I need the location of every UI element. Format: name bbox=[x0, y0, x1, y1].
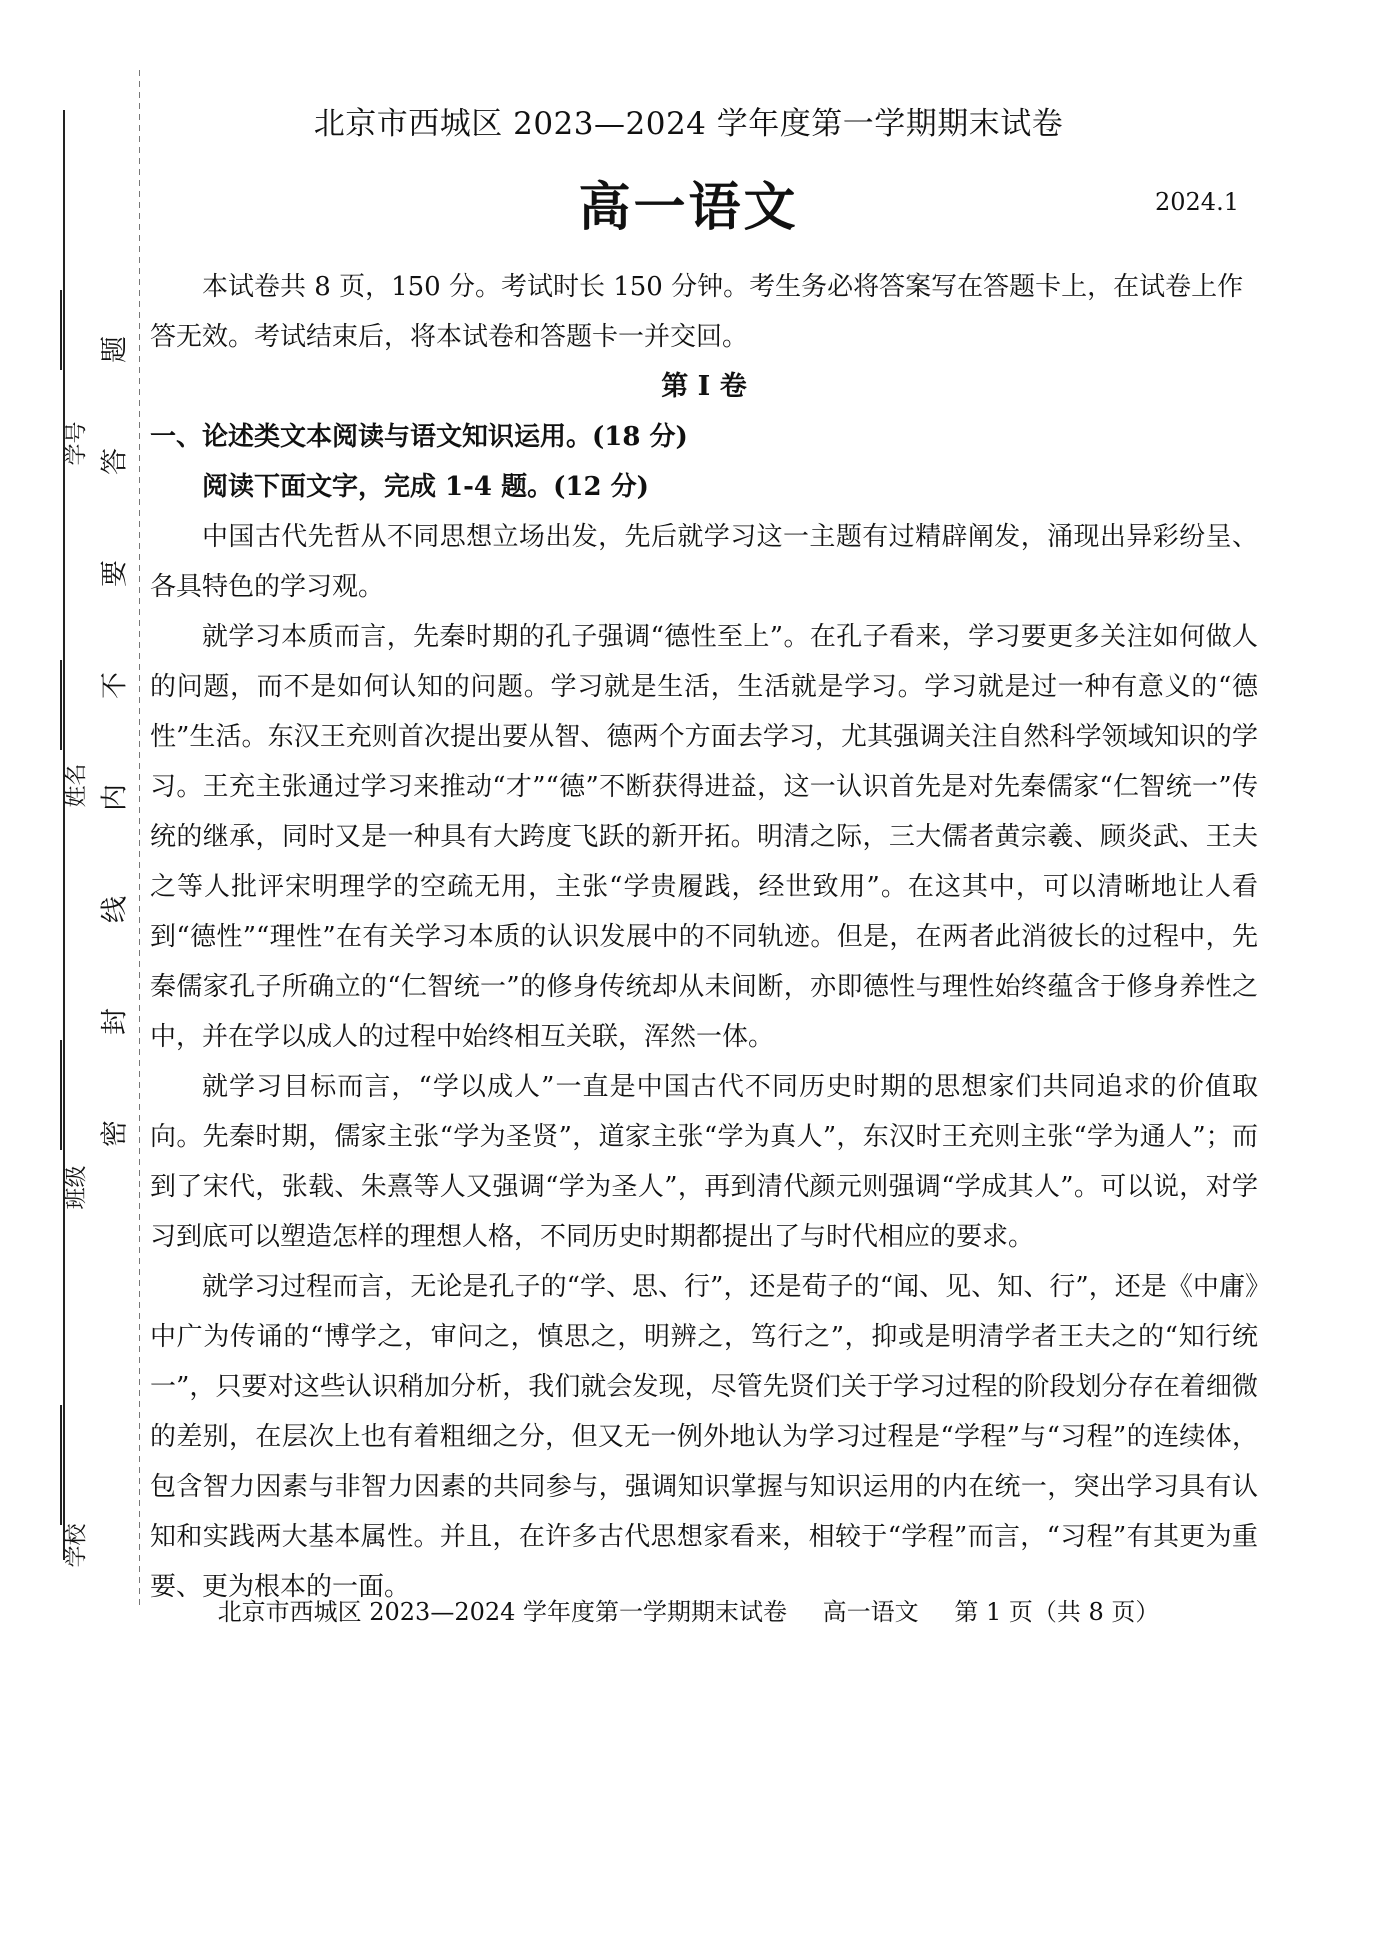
seal-dashed-line bbox=[139, 70, 140, 1610]
exam-title: 北京市西城区 2023—2024 学年度第一学期期末试卷 bbox=[313, 106, 1064, 142]
page-footer bbox=[0, 1592, 1377, 1627]
task-instruction: 阅读下面文字，完成 1-4 题。(12 分) bbox=[202, 472, 649, 502]
instructions: 本试卷共 8 页，150 分。考试时长 150 分钟。考生务必将答案写在答题卡上，在试卷上作答无效。考试结束后，将本试卷和答题卡一并交回。 bbox=[150, 272, 1244, 352]
seal-char: 题 bbox=[99, 336, 131, 363]
passage-paragraph: 就学习过程而言，无论是孔子的“学、思、行”，还是荀子的“闻、见、知、行”，还是《中庸》中广为传诵的“博学之，审问之，慎思之，明辨之，笃行之”，抑或是明清学者王夫之的“知行统一”，只要对这些认识稍加分析，我们就会发现，尽管先贤们关于学习过程的阶段划分存在着细微的差别，在层次上也有着粗细之分，但又无一例外地认为学习过程是“学程”与“习程”的连续体，包含智力因素与非智力因素的共同参与，强调知识掌握与知识运用的内在统一，突出学习具有认知和实践两大基本属性。并且，在许多古代思想家看来，相较于“学程”而言，“习程”有其更为重要、更为根本的一面。 bbox=[150, 1272, 1258, 1602]
subject-title: 高一语文 bbox=[578, 177, 799, 238]
page-content bbox=[150, 262, 1258, 1612]
passage-paragraph: 就学习目标而言，“学以成人”一直是中国古代不同历史时期的思想家们共同追求的价值取向。先秦时期，儒家主张“学为圣贤”，道家主张“学为真人”，东汉时王充则主张“学为通人”；而到了宋代，张载、朱熹等人又强调“学为圣人”，再到清代颜元则强调“学成其人”。可以说，对学习到底可以塑造怎样的理想人格，不同历史时期都提出了与时代相应的要求。 bbox=[150, 1072, 1258, 1252]
seal-char: 密 bbox=[99, 1120, 131, 1147]
binding-line bbox=[63, 110, 65, 1560]
school-line[interactable] bbox=[60, 1405, 62, 1525]
passage-paragraph: 中国古代先哲从不同思想立场出发，先后就学习这一主题有过精辟阐发，涌现出异彩纷呈、各具特色的学习观。 bbox=[150, 522, 1258, 602]
seal-char: 线 bbox=[99, 896, 131, 923]
footer-page-number: 第 1 页（共 8 页） bbox=[954, 1598, 1160, 1626]
seal-char: 封 bbox=[99, 1008, 131, 1035]
part-title: 第 I 卷 bbox=[661, 371, 747, 402]
passage bbox=[150, 512, 1258, 1612]
student-id-line[interactable] bbox=[60, 290, 62, 370]
seal-char: 要 bbox=[99, 560, 131, 587]
footer-title: 北京市西城区 2023—2024 学年度第一学期期末试卷 bbox=[217, 1598, 788, 1626]
name-line[interactable] bbox=[60, 660, 62, 750]
seal-char: 内 bbox=[99, 784, 131, 811]
class-line[interactable] bbox=[60, 1040, 62, 1150]
exam-date: 2024.1 bbox=[1155, 188, 1239, 216]
passage-paragraph: 就学习本质而言，先秦时期的孔子强调“德性至上”。在孔子看来，学习要更多关注如何做人的问题，而不是如何认知的问题。学习就是生活，生活就是学习。学习就是过一种有意义的“德性”生活。东汉王充则首次提出要从智、德两个方面去学习，尤其强调关注自然科学领域知识的学习。王充主张通过学习来推动“才”“德”不断获得进益，这一认识首先是对先秦儒家“仁智统一”传统的继承，同时又是一种具有大跨度飞跃的新开拓。明清之际，三大儒者黄宗羲、顾炎武、王夫之等人批评宋明理学的空疏无用，主张“学贵履践，经世致用”。在这其中，可以清晰地让人看到“德性”“理性”在有关学习本质的认识发展中的不同轨迹。但是，在两者此消彼长的过程中，先秦儒家孔子所确立的“仁智统一”的修身传统却从未间断，亦即德性与理性始终蕴含于修身养性之中，并在学以成人的过程中始终相互关联，浑然一体。 bbox=[150, 622, 1258, 1052]
student-id-label: 学号 bbox=[64, 421, 90, 466]
footer-subject: 高一语文 bbox=[822, 1598, 919, 1626]
seal-char: 不 bbox=[99, 672, 131, 699]
seal-char: 答 bbox=[99, 448, 131, 475]
section-title: 一、论述类文本阅读与语文知识运用。(18 分) bbox=[150, 422, 688, 452]
name-label: 姓名 bbox=[64, 763, 90, 808]
class-label: 班级 bbox=[64, 1165, 90, 1210]
school-label: 学校 bbox=[64, 1523, 90, 1568]
